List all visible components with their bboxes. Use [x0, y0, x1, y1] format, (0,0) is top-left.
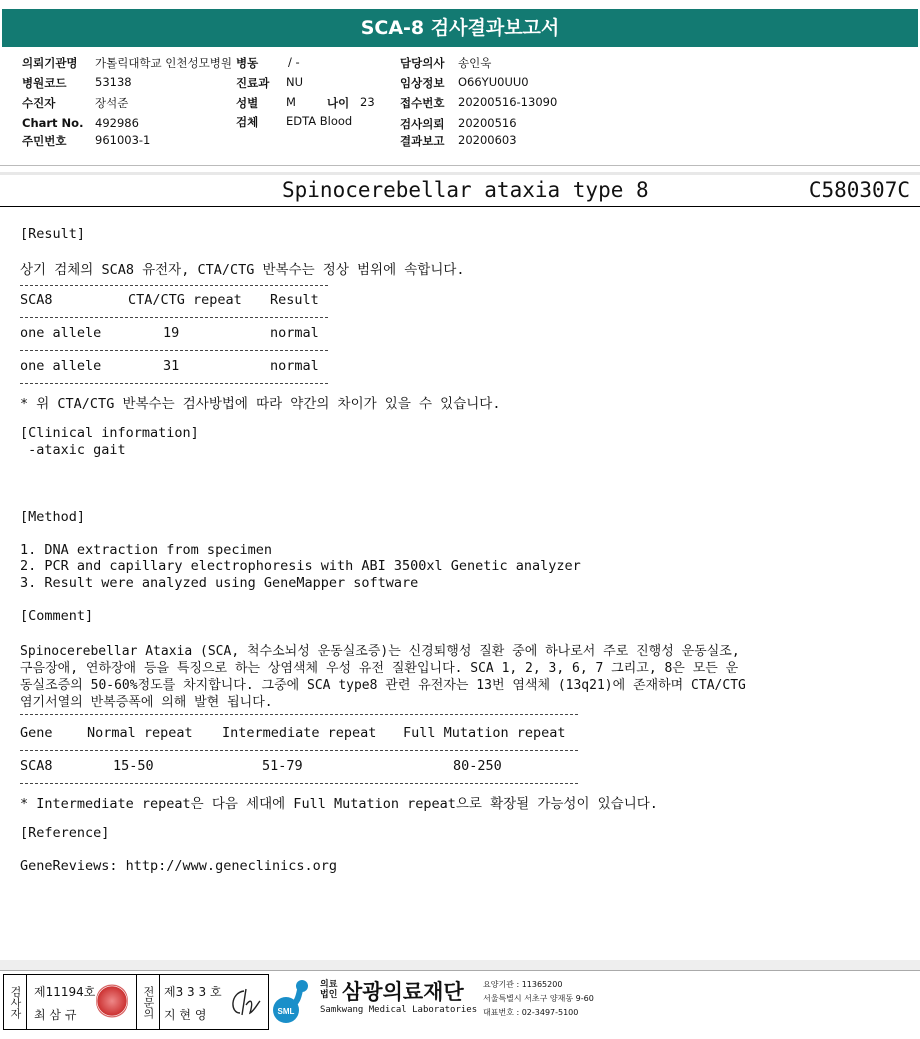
table2-cell: 80-250: [453, 758, 502, 774]
table2-header: Intermediate repeat: [222, 725, 377, 741]
label-clinical-info: 임상정보: [400, 76, 445, 90]
footer-band: [0, 960, 920, 970]
signer2-name: 지 현 영: [164, 1008, 207, 1022]
table2-header: Gene: [20, 725, 53, 741]
divider: [0, 172, 920, 175]
value-specimen: EDTA Blood: [286, 114, 353, 128]
table2-cell: SCA8: [20, 758, 53, 774]
comment-line: 동실조증의 50-60%정도를 차지합니다. 그중에 SCA type8 관련 유전자는 13번 염색체 (13q21)에 존재하며 CTA/CTG: [20, 678, 746, 693]
label-sex: 성별: [236, 96, 259, 110]
value-institution: 가톨릭대학교 인천성모병원: [95, 56, 232, 70]
value-ward: / -: [288, 55, 300, 69]
org-info-line: 요양기관 : 11365200: [483, 980, 563, 989]
value-patient: 장석준: [95, 96, 129, 110]
value-chart-no: 492986: [95, 116, 139, 130]
value-hospital-code: 53138: [95, 75, 132, 89]
table1-cell: normal: [270, 325, 319, 341]
report-title: SCA-8 검사결과보고서: [2, 9, 918, 47]
label-department: 진료과: [236, 76, 270, 90]
label-ward: 병동: [236, 56, 259, 70]
signer2-license: 제3 3 3 호: [164, 985, 222, 999]
method-heading: [Method]: [20, 509, 86, 525]
value-clinical-info: O66YU0UU0: [458, 75, 529, 89]
org-prefix: 의료법인: [320, 980, 338, 1000]
label-doctor: 담당의사: [400, 56, 445, 70]
value-department: NU: [286, 75, 304, 89]
table1-cell: one allele: [20, 358, 102, 374]
value-doctor: 송인욱: [458, 56, 492, 70]
table-rule: [20, 783, 578, 784]
signer1-role: 검사자: [4, 975, 27, 1029]
test-code: C580307C: [808, 178, 910, 202]
table-rule: [20, 317, 328, 318]
divider: [0, 970, 920, 971]
table-rule: [20, 350, 328, 351]
clinical-heading: [Clinical information]: [20, 425, 199, 441]
seal-icon: [96, 983, 128, 1019]
reference-link[interactable]: GeneReviews: http://www.geneclinics.org: [20, 858, 337, 874]
signature-icon: [224, 983, 264, 1021]
label-receipt-no: 접수번호: [400, 96, 445, 110]
value-report-date: 20200603: [458, 133, 517, 147]
label-report-date: 결과보고: [400, 134, 445, 148]
label-specimen: 검체: [236, 115, 259, 129]
table1-header-gene: SCA8: [20, 292, 53, 308]
signer1-license: 제11194호: [34, 985, 96, 999]
label-chart-no: Chart No.: [22, 116, 84, 130]
org-name: 삼광의료재단: [342, 980, 464, 1004]
comment-line: 구음장애, 연하장애 등을 특징으로 하는 상염색체 우성 유전 질환입니다. SCA 1, 2, 3, 6, 7 그리고, 8은 모든 운: [20, 661, 739, 676]
logo-text: SML: [277, 1007, 295, 1016]
table-rule: [20, 750, 578, 751]
org-info-line: 대표번호 : 02-3497-5100: [483, 1008, 579, 1017]
value-receipt-no: 20200516-13090: [458, 95, 558, 109]
result-heading: [Result]: [20, 226, 86, 242]
comment-heading: [Comment]: [20, 608, 94, 624]
header-band: [0, 0, 920, 47]
signature-box: [3, 974, 269, 1030]
divider: [0, 165, 920, 166]
value-resident-no: 961003-1: [95, 133, 151, 147]
org-english-name: Samkwang Medical Laboratories: [320, 1005, 478, 1015]
method-item: 1. DNA extraction from specimen: [20, 542, 272, 558]
method-item: 2. PCR and capillary electrophoresis with ABI 3500xl Genetic analyzer: [20, 558, 581, 574]
table1-cell: 19: [163, 325, 180, 341]
note-1: * 위 CTA/CTG 반복수는 검사방법에 따라 약간의 차이가 있을 수 있습니다.: [20, 396, 501, 412]
value-sex: M: [286, 95, 296, 109]
table1-header-result: Result: [270, 292, 319, 308]
sml-logo-icon: [272, 976, 312, 1026]
table2-cell: 51-79: [262, 758, 303, 774]
org-info-line: 서울특별시 서초구 양재동 9-60: [483, 994, 594, 1003]
table1-header-repeat: CTA/CTG repeat: [128, 292, 242, 308]
table1-cell: 31: [163, 358, 180, 374]
label-hospital-code: 병원코드: [22, 76, 67, 90]
label-resident-no: 주민번호: [22, 134, 67, 148]
divider: [0, 206, 920, 207]
label-institution: 의뢰기관명: [22, 56, 78, 70]
table1-cell: one allele: [20, 325, 102, 341]
table-rule: [20, 383, 328, 384]
result-text: 상기 검체의 SCA8 유전자, CTA/CTG 반복수는 정상 범위에 속합니다.: [20, 262, 465, 278]
value-age: 23: [360, 95, 375, 109]
test-name: Spinocerebellar ataxia type 8: [282, 178, 649, 202]
method-item: 3. Result were analyzed using GeneMapper software: [20, 575, 419, 591]
table-rule: [20, 714, 578, 715]
clinical-text: -ataxic gait: [20, 442, 126, 458]
label-request-date: 검사의뢰: [400, 117, 445, 131]
test-title-bar: [0, 176, 920, 206]
value-request-date: 20200516: [458, 116, 517, 130]
table-rule: [20, 285, 328, 286]
reference-heading: [Reference]: [20, 825, 110, 841]
comment-line: Spinocerebellar Ataxia (SCA, 척수소뇌성 운동실조증)는 신경퇴행성 질환 중에 하나로서 주로 진행성 운동실조,: [20, 644, 740, 659]
table2-header: Normal repeat: [87, 725, 193, 741]
signer1-name: 최 삼 규: [34, 1008, 77, 1022]
table2-cell: 15-50: [113, 758, 154, 774]
table1-cell: normal: [270, 358, 319, 374]
signer2-role: 전문의: [136, 975, 160, 1029]
table2-header: Full Mutation repeat: [403, 725, 566, 741]
label-patient: 수진자: [22, 96, 56, 110]
label-age: 나이: [327, 96, 350, 110]
note-2: * Intermediate repeat은 다음 세대에 Full Mutation repeat으로 확장될 가능성이 있습니다.: [20, 796, 658, 812]
comment-line: 염기서열의 반복증폭에 의해 발현 됩니다.: [20, 695, 273, 710]
patient-info: [0, 48, 920, 164]
